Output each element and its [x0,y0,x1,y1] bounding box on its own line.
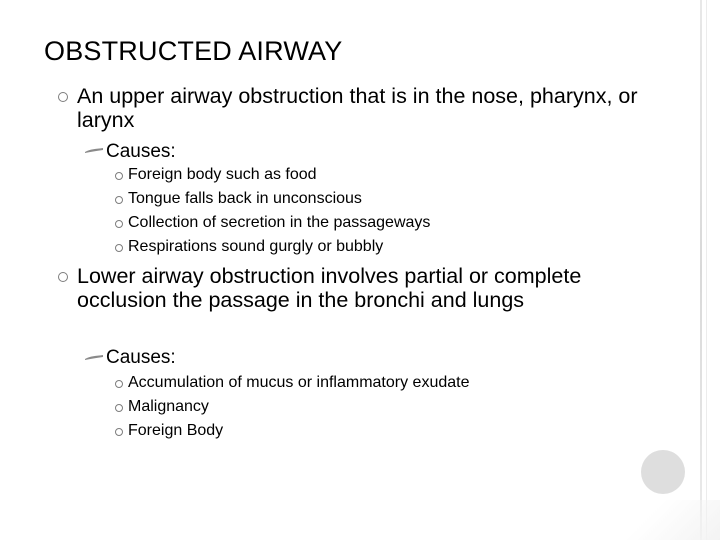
bullet-lower-airway: Lower airway obstruction involves partial or complete occlusion the passage in the bronchi and lungs [77,264,582,312]
lower-cause-item: Accumulation of mucus or inflammatory exudate [128,374,470,391]
bullet-circle-icon [115,244,123,252]
bullet-circle-icon [115,428,123,436]
lower-cause-item: Foreign Body [128,422,224,439]
bullet-dash-icon [84,146,104,156]
slide-edge-decoration [700,0,702,540]
bullet-circle-icon [115,172,123,180]
upper-causes-heading: Causes: [106,141,176,162]
bullet-circle-icon [115,404,123,412]
upper-cause-item: Foreign body such as food [128,166,317,183]
bullet-circle-icon [115,196,123,204]
corner-shadow-decoration [600,500,720,540]
bullet-circle-icon [115,220,123,228]
upper-cause-item: Collection of secretion in the passageways [128,214,431,231]
lower-cause-item: Malignancy [128,398,209,415]
corner-circle-decoration [641,450,685,494]
upper-cause-item: Tongue falls back in unconscious [128,190,362,207]
bullet-dash-icon [84,353,104,363]
bullet-upper-airway: An upper airway obstruction that is in the nose, pharynx, or larynx [77,84,638,132]
bullet-circle-icon [58,272,68,282]
upper-cause-item: Respirations sound gurgly or bubbly [128,238,384,255]
bullet-circle-icon [58,92,68,102]
lower-causes-heading: Causes: [106,347,176,368]
slide-title: OBSTRUCTED AIRWAY [44,36,343,66]
bullet-circle-icon [115,380,123,388]
